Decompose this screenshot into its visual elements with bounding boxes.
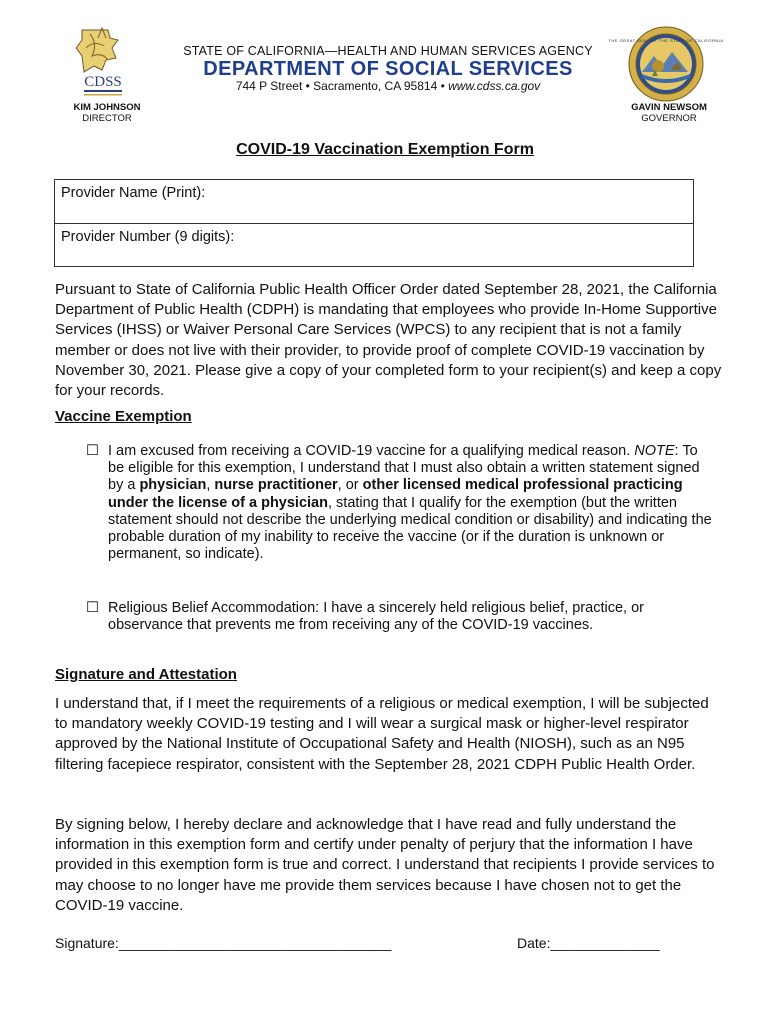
nurse-term: nurse practitioner <box>214 477 338 494</box>
seal-text: THE GREAT SEAL OF THE STATE OF CALIFORNIA <box>608 38 724 43</box>
religious-exemption-option <box>86 600 716 634</box>
director-title: DIRECTOR <box>82 113 132 124</box>
declaration-paragraph: By signing below, I hereby declare and acknowledge that I have read and fully understand the information in this exemption form and certify under penalty of perjury that the information I have provided in this exemption form is true and correct. I understand that recipients I provide services to may choose to no longer have me provide them services because I have chosen not to get the COVID-19 vaccine. <box>55 816 715 914</box>
provider-number-label: Provider Number (9 digits): <box>61 229 235 245</box>
governor-name: GAVIN NEWSOM <box>631 102 707 113</box>
address-line <box>150 79 626 93</box>
california-seal <box>608 26 724 102</box>
department-name: DEPARTMENT OF SOCIAL SERVICES <box>203 58 573 80</box>
medical-text-part1: I am excused from receiving a COVID-19 vaccine for a qualifying medical reason. <box>108 443 635 459</box>
medical-exemption-option <box>86 443 716 563</box>
cdss-logo <box>72 26 134 100</box>
date-label: Date: <box>517 935 551 951</box>
provider-name-field[interactable] <box>55 180 693 224</box>
intro-paragraph: Pursuant to State of California Public Health Officer Order dated September 28, 2021, the California Department of Public Health (CDPH) is mandating that employees who provide In-Home Supportive Services (IHSS) or Waiver Personal Care Services (WPCS) to any recipient that is not a family member or does not live with their provider, to provide proof of complete COVID-19 vaccination by November 30, 2021. Please give a copy of your completed form to your recipient(s) and keep a copy for your records. <box>55 281 722 400</box>
date-line[interactable] <box>517 935 659 951</box>
director-block <box>62 102 152 124</box>
street-address: 744 P Street • Sacramento, CA 95814 • <box>235 79 445 93</box>
director-name: KIM JOHNSON <box>73 102 141 113</box>
medical-exemption-text <box>108 443 716 563</box>
provider-info-table <box>54 179 694 267</box>
vaccine-exemption-heading: Vaccine Exemption <box>55 408 192 425</box>
provider-name-label: Provider Name (Print): <box>61 185 206 201</box>
physician-term: physician <box>139 477 207 494</box>
other-professional-term: other licensed medical professional practicing under the license of a physician <box>108 477 683 511</box>
medical-or: , or <box>337 477 363 494</box>
religious-exemption-checkbox[interactable]: ☐ <box>86 600 99 616</box>
religious-exemption-text: Religious Belief Accommodation: I have a sincerely held religious belief, practice, or observance that prevents me from receiving any of the COVID-19 vaccines. <box>108 600 644 634</box>
signature-label: Signature: <box>55 935 119 951</box>
agency-name: STATE OF CALIFORNIA—HEALTH AND HUMAN SERVICES AGENCY <box>183 44 593 58</box>
signature-line[interactable] <box>55 935 391 951</box>
governor-title: GOVERNOR <box>641 113 697 124</box>
website-link[interactable]: www.cdss.ca.gov <box>448 79 541 93</box>
medical-text-part2: : To be eligible for this exemption, I understand that I must also obtain a written statement signed by a <box>108 443 700 494</box>
governor-block <box>614 102 724 124</box>
attestation-paragraph: I understand that, if I meet the requirements of a religious or medical exemption, I will be subjected to mandatory weekly COVID-19 testing and I will wear a surgical mask or higher-level respirator approved by the National Institute of Occupational Safety and Health (NIOSH), such as an N95 filtering facepiece respirator, consistent with the September 28, 2021 CDPH Public Health Order. <box>55 695 709 773</box>
provider-number-field[interactable] <box>55 224 693 268</box>
date-blank: ______________ <box>550 935 660 951</box>
cdss-logo-text: CDSS <box>84 74 122 90</box>
medical-exemption-checkbox[interactable]: ☐ <box>86 443 99 459</box>
medical-text-part3: , stating that I qualify for the exemption (but the written statement should not describe the underlying medical condition or disability) and indicating the probable duration of my inability to receive the vaccine (or if the duration is unknown or permanent, so indicate). <box>108 494 712 563</box>
signature-attestation-heading: Signature and Attestation <box>55 666 237 683</box>
medical-comma: , <box>206 477 215 494</box>
signature-blank: ___________________________________ <box>118 935 392 951</box>
form-title: COVID-19 Vaccination Exemption Form <box>236 141 534 158</box>
medical-note-label: NOTE <box>634 443 675 459</box>
